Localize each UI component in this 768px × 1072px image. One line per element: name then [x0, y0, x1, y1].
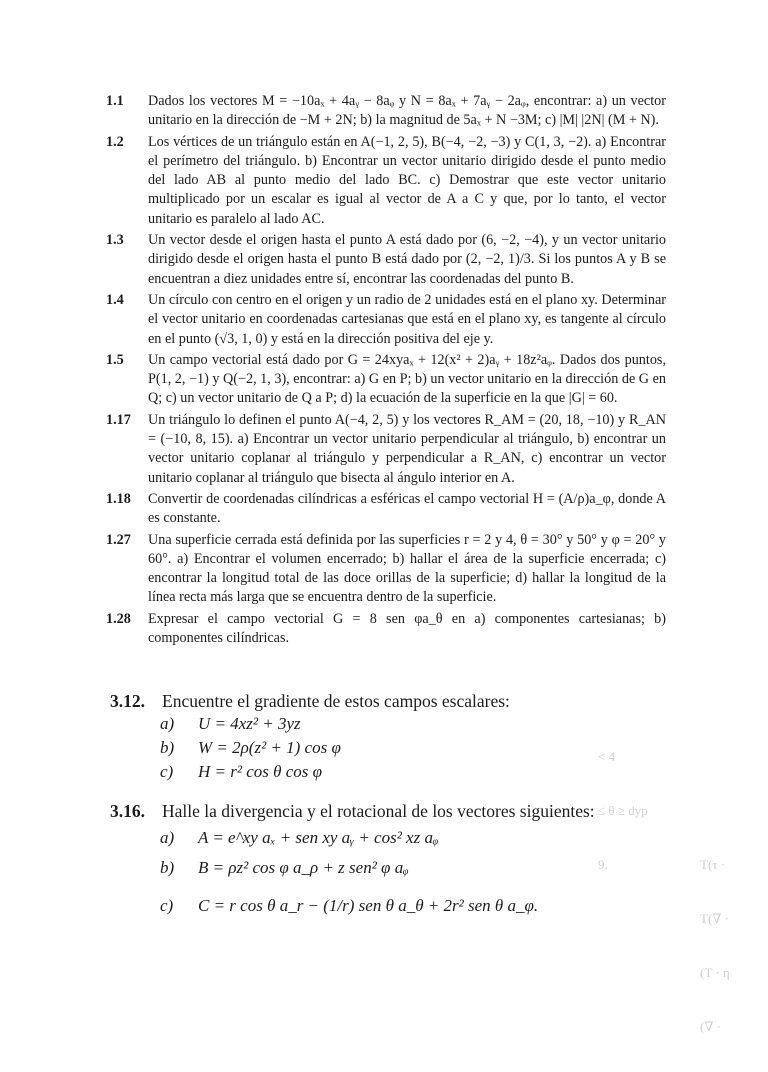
exercise-item: [160, 736, 670, 760]
exercise-number: 3.12.: [110, 691, 145, 711]
item-expression: B = ρz² cos φ a_ρ + z sen² φ aᵩ: [198, 858, 409, 877]
problem-text: Un círculo con centro en el origen y un radio de 2 unidades está en el plano xy. Determinar el vector unitario en coordenadas cartesianas que está en el plano xy, es tangente al círculo en el punto (√3, 1, 0) y está en la dirección positiva del eje y.: [148, 291, 666, 347]
problem-1-2: [106, 133, 666, 229]
problem-number: 1.27: [106, 531, 131, 548]
problem-text: Un vector desde el origen hasta el punto A está dado por (6, −2, −4), y un vector unitario dirigido desde el origen hasta el punto B está dado por (2, −2, 1)/3. Si los puntos A y B se encuentran a diez unidades entre sí, encontrar las coordenadas del punto B.: [148, 232, 666, 287]
problem-text: Los vértices de un triángulo están en A(−1, 2, 5), B(−4, −2, −3) y C(1, 3, −2). a) Encontrar el perímetro del triángulo. b) Encontrar un vector unitario dirigido desde el punto medio del lado AB al punto medio del lado BC. c) Demostrar que este vector unitario multiplicado por un escalar es igual al vector de A a C y que, por lo tanto, el vector unitario es paralelo al lado AC.: [148, 133, 666, 227]
problem-number: 1.28: [106, 610, 131, 627]
problem-1-28: [106, 610, 666, 649]
item-label: b): [160, 738, 175, 757]
exercise-title: Halle la divergencia y el rotacional de los vectores siguientes:: [162, 801, 595, 821]
bleed-line: T(∇ ·: [700, 911, 729, 926]
problem-number: 1.4: [106, 291, 124, 308]
exercise-item: [160, 894, 670, 918]
bleed-line: < 4: [598, 749, 616, 764]
problem-1-18: [106, 490, 666, 529]
problem-number: 1.18: [106, 490, 131, 507]
bleed-line: (∇ ·: [700, 1019, 721, 1034]
problem-number: 1.1: [106, 93, 124, 109]
problem-text: Un campo vectorial está dado por G = 24xyaₓ + 12(x² + 2)aᵧ + 18z²aᵩ. Dados dos puntos, P(1, 2, −1) y Q(−2, 1, 3), encontrar: a) G en P; b) un vector unitario en la dirección de G en Q; c) un vector unitario de Q a P; d) la ecuación de la superficie en la que |G| = 60.: [148, 351, 666, 407]
exercise-3-12: [110, 690, 670, 784]
exercise-heading: [110, 800, 670, 822]
problem-text: Dados los vectores M = −10aₓ + 4aᵧ − 8aᵩ y N = 8aₓ + 7aᵧ − 2aᵩ, encontrar: a) un vector unitario en la dirección de −M + 2N; b) la magnitud de 5aₓ + N −3M; c) |M| |2N| (M + N).: [148, 93, 666, 129]
exercise-3-16: [110, 800, 670, 918]
problem-text: Una superficie cerrada está definida por las superficies r = 2 y 4, θ = 30° y 50° y φ = 20° y 60°. a) Encontrar el volumen encerrado; b) hallar el área de la superficie encerrada; c) encontrar la longitud total de las doce orillas de la superficie; d) hallar la longitud de la línea recta más larga que se encuentra dentro de la superficie.: [148, 531, 666, 606]
item-label: c): [160, 896, 174, 915]
exercise-item: [160, 760, 670, 784]
problem-1-1: [106, 92, 666, 131]
item-expression: C = r cos θ a_r − (1/r) sen θ a_θ + 2r² sen θ a_φ.: [198, 896, 539, 915]
bleed-line: T(τ ·: [700, 857, 726, 872]
item-label: a): [160, 828, 175, 847]
item-label: a): [160, 714, 175, 733]
item-expression: A = e^xy aₓ + sen xy aᵧ + cos² xz aᵩ: [198, 828, 439, 847]
problem-1-5: [106, 351, 666, 409]
exercise-item: [160, 826, 670, 850]
item-expression: W = 2ρ(z² + 1) cos φ: [198, 738, 341, 757]
chapter-1-problems: [106, 92, 666, 650]
problem-number: 1.2: [106, 133, 124, 150]
item-label: b): [160, 858, 175, 877]
bleed-line: ≤ θ ≥ dyp: [598, 803, 648, 818]
problem-text: Un triángulo lo definen el punto A(−4, 2, 5) y los vectores R_AM = (20, 18, −10) y R_AN = (−10, 8, 15). a) Encontrar un vector unitario perpendicular al triángulo, b) encontrar un vector unitario coplanar al triángulo y perpendicular a R_AN, c) encontrar un vector unitario coplanar al triángulo que bisecta al ángulo interior en A.: [148, 411, 666, 486]
problem-1-3: [106, 231, 666, 289]
problem-1-4: [106, 291, 666, 349]
exercise-number: 3.16.: [110, 801, 145, 821]
item-expression: U = 4xz² + 3yz: [198, 714, 301, 733]
exercise-item: [160, 856, 670, 880]
problem-number: 1.17: [106, 411, 131, 428]
problem-text: Expresar el campo vectorial G = 8 sen φa_θ en a) componentes cartesianas; b) componentes cilíndricas.: [148, 610, 666, 647]
item-expression: H = r² cos θ cos φ: [198, 762, 323, 781]
exercise-heading: [110, 690, 670, 712]
problem-number: 1.3: [106, 232, 124, 249]
bleed-line: 9.: [598, 857, 608, 872]
problem-number: 1.5: [106, 351, 124, 368]
problem-1-27: [106, 531, 666, 608]
problem-text: Convertir de coordenadas cilíndricas a esféricas el campo vectorial H = (A/ρ)a_φ, donde A es constante.: [148, 490, 666, 527]
problem-1-17: [106, 411, 666, 488]
bleed-line: (T · η: [700, 965, 730, 980]
item-label: c): [160, 762, 174, 781]
exercise-item: [160, 712, 670, 736]
exercise-title: Encuentre el gradiente de estos campos escalares:: [162, 691, 510, 711]
bleed-through-text: [700, 820, 760, 1072]
